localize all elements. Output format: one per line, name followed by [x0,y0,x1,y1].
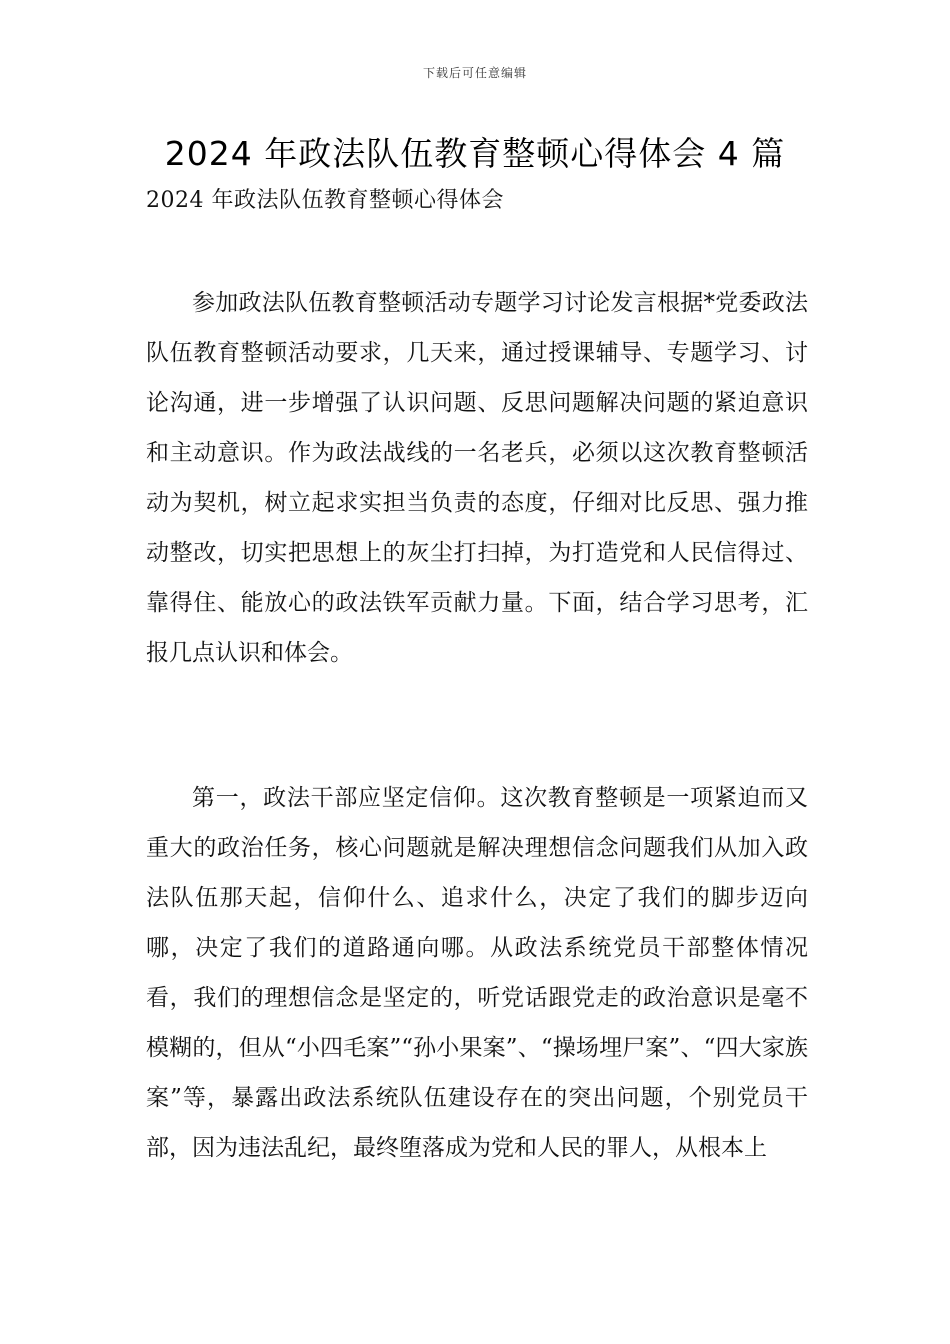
document-title: 2024 年政法队伍教育整顿心得体会 4 篇 [164,134,786,173]
document-subtitle: 2024 年政法队伍教育整顿心得体会 [146,188,504,213]
header-note: 下载后可任意编辑 [422,66,527,80]
body-paragraph-first-point: 第一，政法干部应坚定信仰。这次教育整顿是一项紧迫而又重大的政治任务，核心问题就是解决理想信念问题我们从加入政法队伍那天起，信仰什么、追求什么，决定了我们的脚步迈向哪，决定了我们的道路通向哪。从政法系统党员干部整体情况看，我们的理想信念是坚定的，听党话跟党走的政治意识是毫不模糊的，但从“小四毛案”“孙小果案”、“操场埋尸案”、“四大家族案”等，暴露出政法系统队伍建设存在的突出问题，个别党员干部，因为违法乱纪，最终堕落成为党和人民的罪人，从根本上 [146,785,808,1161]
body-paragraph-intro: 参加政法队伍教育整顿活动专题学习讨论发言根据*党委政法队伍教育整顿活动要求，几天来，通过授课辅导、专题学习、讨论沟通，进一步增强了认识问题、反思问题解决问题的紧迫意识和主动意识。作为政法战线的一名老兵，必须以这次教育整顿活动为契机，树立起求实担当负责的态度，仔细对比反思、强力推动整改，切实把思想上的灰尘打扫掉，为打造党和人民信得过、靠得住、能放心的政法铁军贡献力量。下面，结合学习思考，汇报几点认识和体会。 [146,290,808,666]
